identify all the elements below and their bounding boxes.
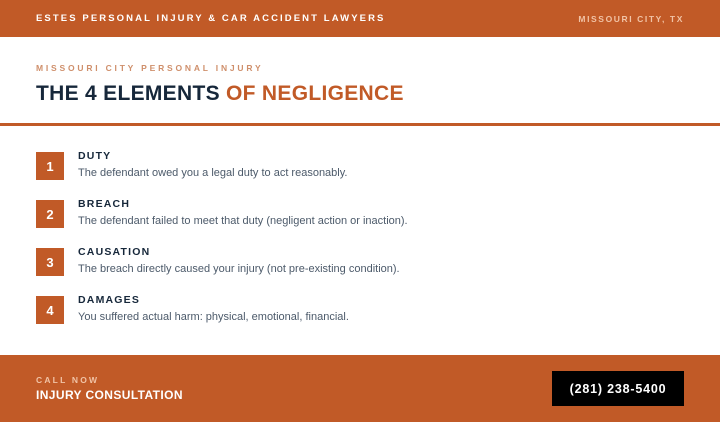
item-description: You suffered actual harm: physical, emotional, financial. <box>78 311 349 323</box>
page-title <box>36 82 686 106</box>
call-now-label: CALL NOW <box>36 375 100 385</box>
firm-name: ESTES PERSONAL INJURY & CAR ACCIDENT LAWYERS <box>36 13 386 24</box>
top-bar <box>0 0 720 37</box>
list-item <box>36 294 686 342</box>
item-title: CAUSATION <box>78 246 151 258</box>
phone-button[interactable]: (281) 238-5400 <box>552 371 684 406</box>
item-description: The defendant owed you a legal duty to act reasonably. <box>78 167 348 179</box>
item-number-badge: 2 <box>36 200 64 228</box>
item-number-badge: 3 <box>36 248 64 276</box>
header-divider <box>0 123 720 126</box>
item-description: The defendant failed to meet that duty (negligent action or inaction). <box>78 215 408 227</box>
item-number-badge: 1 <box>36 152 64 180</box>
item-title: BREACH <box>78 198 131 210</box>
list-item <box>36 198 686 246</box>
footer-cta <box>0 355 720 422</box>
list-item <box>36 150 686 198</box>
title-accent: OF NEGLIGENCE <box>226 82 404 105</box>
item-number-badge: 4 <box>36 296 64 324</box>
item-description: The breach directly caused your injury (not pre-existing condition). <box>78 263 400 275</box>
title-main: THE 4 ELEMENTS <box>36 82 227 105</box>
item-title: DAMAGES <box>78 294 141 306</box>
section-kicker: MISSOURI CITY PERSONAL INJURY <box>36 63 264 73</box>
list-item <box>36 246 686 294</box>
firm-location: MISSOURI CITY, TX <box>578 13 684 24</box>
page-header <box>36 63 686 106</box>
consultation-label: INJURY CONSULTATION <box>36 388 183 402</box>
elements-list <box>36 150 686 342</box>
item-title: DUTY <box>78 150 112 162</box>
